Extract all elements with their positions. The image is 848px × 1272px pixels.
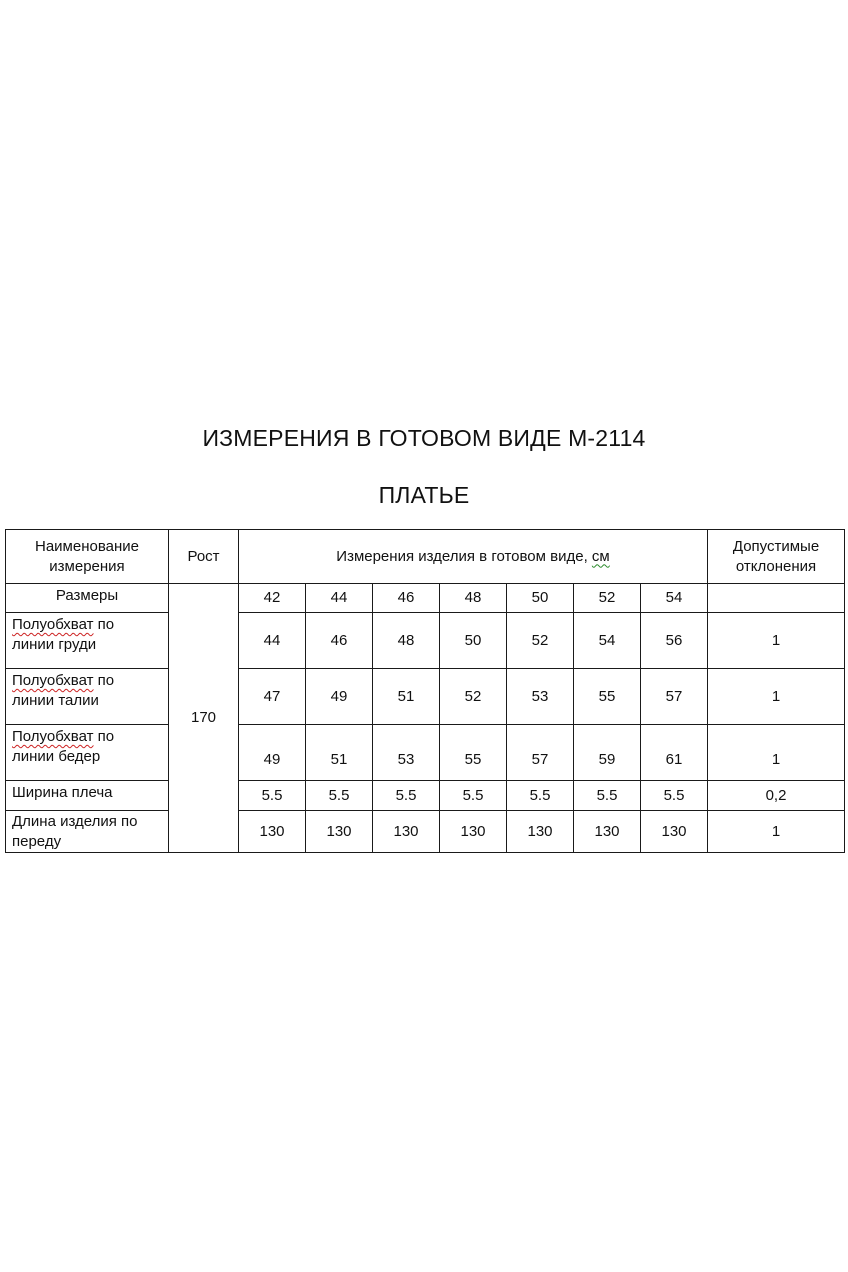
value-cell: 57 (641, 669, 708, 725)
value-cell: 61 (641, 725, 708, 781)
header-tolerance-cell (708, 530, 845, 584)
size-cell: 44 (306, 584, 373, 613)
row-label-cell (6, 811, 169, 853)
value-cell: 46 (306, 613, 373, 669)
value-cell: 130 (239, 811, 306, 853)
row-label-part: по (93, 672, 115, 689)
table-row (6, 781, 845, 811)
value-cell: 5.5 (373, 781, 440, 811)
value-cell: 47 (239, 669, 306, 725)
value-cell: 5.5 (641, 781, 708, 811)
header-height-cell (169, 530, 239, 584)
header-measure-cell (239, 530, 708, 584)
row-label-part: Полуобхват (12, 616, 94, 633)
tolerance-cell: 0,2 (708, 781, 845, 811)
height-value: 170 (190, 709, 217, 726)
value-cell: 52 (507, 613, 574, 669)
row-label-part: линии груди (12, 636, 97, 653)
value-cell: 130 (574, 811, 641, 853)
value-cell: 55 (574, 669, 641, 725)
value-cell: 50 (440, 613, 507, 669)
header-row (6, 530, 845, 584)
row-label-part: переду (12, 833, 62, 850)
value-cell: 130 (440, 811, 507, 853)
height-cell (169, 584, 239, 853)
value-cell: 57 (507, 725, 574, 781)
value-cell: 5.5 (440, 781, 507, 811)
table-row (6, 613, 845, 669)
row-label-cell (6, 781, 169, 811)
table-row (6, 669, 845, 725)
value-cell: 130 (306, 811, 373, 853)
header-height-label: Рост (187, 547, 220, 565)
value-cell: 56 (641, 613, 708, 669)
value-cell: 49 (239, 725, 306, 781)
document-subtitle: ПЛАТЬЕ (378, 482, 470, 508)
header-name-cell (6, 530, 169, 584)
row-label-part: линии бедер (12, 748, 101, 765)
size-cell: 52 (574, 584, 641, 613)
value-cell: 52 (440, 669, 507, 725)
header-measure-label: Измерения изделия в готовом виде, (336, 547, 592, 565)
tolerance-cell: 1 (708, 613, 845, 669)
row-label-part: Длина изделия по (12, 813, 138, 830)
row-label-part: линии талии (12, 692, 99, 709)
value-cell: 44 (239, 613, 306, 669)
value-cell: 53 (373, 725, 440, 781)
value-cell: 55 (440, 725, 507, 781)
value-cell: 51 (373, 669, 440, 725)
document-title: ИЗМЕРЕНИЯ В ГОТОВОМ ВИДЕ М-2114 (202, 425, 646, 451)
row-label-part: по (93, 616, 115, 633)
value-cell: 5.5 (239, 781, 306, 811)
value-cell: 59 (574, 725, 641, 781)
value-cell: 53 (507, 669, 574, 725)
sizes-row (6, 584, 845, 613)
header-tolerance-label: Допустимые отклонения (732, 537, 820, 575)
size-cell: 54 (641, 584, 708, 613)
value-cell: 130 (641, 811, 708, 853)
value-cell: 5.5 (574, 781, 641, 811)
row-label-cell (6, 669, 169, 725)
tolerance-cell: 1 (708, 669, 845, 725)
table-row (6, 811, 845, 853)
tolerance-cell: 1 (708, 811, 845, 853)
value-cell: 51 (306, 725, 373, 781)
row-label-part: по (93, 728, 115, 745)
value-cell: 49 (306, 669, 373, 725)
sizes-label-cell (6, 584, 169, 613)
row-label-part: Полуобхват (12, 728, 94, 745)
table-row (6, 725, 845, 781)
row-label-cell (6, 725, 169, 781)
header-measure-unit: см (591, 547, 610, 565)
tolerance-cell: 1 (708, 725, 845, 781)
value-cell: 54 (574, 613, 641, 669)
value-cell: 130 (373, 811, 440, 853)
value-cell: 5.5 (507, 781, 574, 811)
row-label-part: Полуобхват (12, 672, 94, 689)
size-cell: 48 (440, 584, 507, 613)
value-cell: 5.5 (306, 781, 373, 811)
size-cell: 46 (373, 584, 440, 613)
sizes-label: Размеры (55, 587, 119, 604)
tolerance-cell-empty (708, 584, 845, 613)
size-cell: 50 (507, 584, 574, 613)
measurements-table (5, 529, 845, 853)
header-name-label: Наименование измерения (35, 537, 139, 575)
value-cell: 130 (507, 811, 574, 853)
size-cell: 42 (239, 584, 306, 613)
value-cell: 48 (373, 613, 440, 669)
row-label-cell (6, 613, 169, 669)
row-label: Ширина плеча (12, 784, 113, 801)
